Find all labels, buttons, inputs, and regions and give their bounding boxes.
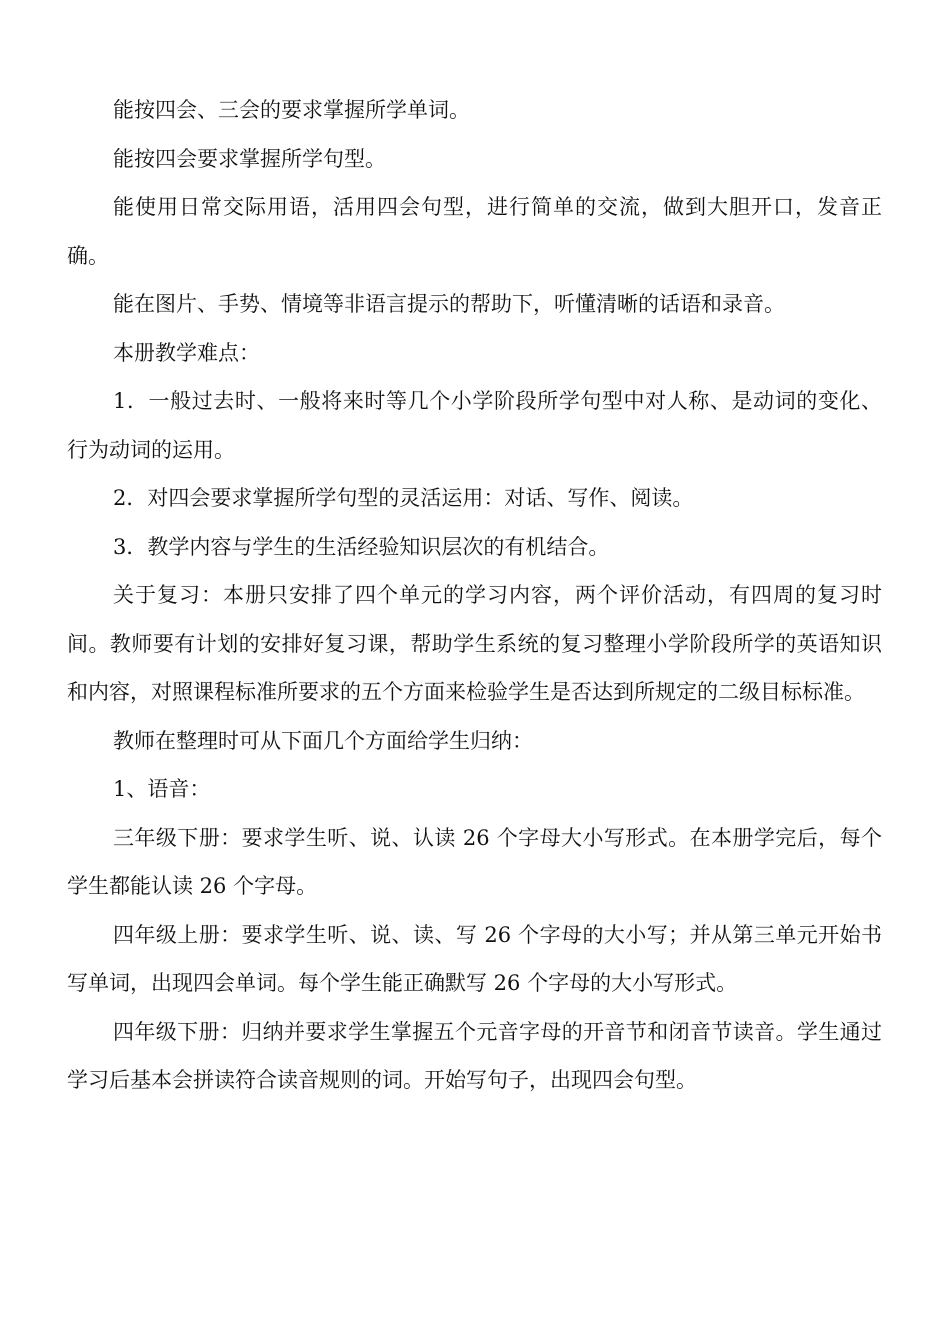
difficulty-item-1: 1．一般过去时、一般将来时等几个小学阶段所学句型中对人称、是动词的变化、行为动词的运用。 bbox=[67, 389, 882, 462]
paragraph-grade3-second-term: 三年级下册：要求学生听、说、认读 26 个字母大小写形式。在本册学完后，每个学生都能认读 26 个字母。 bbox=[67, 825, 882, 898]
paragraph-objective-communication: 能使用日常交际用语，活用四会句型，进行简单的交流，做到大胆开口，发音正确。 bbox=[67, 195, 882, 268]
document-body bbox=[67, 86, 882, 1105]
paragraph-objective-listening: 能在图片、手势、情境等非语言提示的帮助下，听懂清晰的话语和录音。 bbox=[113, 292, 785, 316]
section-heading-difficulties: 本册教学难点： bbox=[113, 340, 260, 365]
paragraph-grade4-second-term: 四年级下册：归纳并要求学生掌握五个元音字母的开音节和闭音节读音。学生通过学习后基本会拼读符合读音规则的词。开始写句子，出现四会句型。 bbox=[67, 1019, 882, 1092]
paragraph-review-intro: 教师在整理时可从下面几个方面给学生归纳： bbox=[113, 728, 533, 753]
paragraph-review: 关于复习：本册只安排了四个单元的学习内容，两个评价活动，有四周的复习时间。教师要有计划的安排好复习课，帮助学生系统的复习整理小学阶段所学的英语知识和内容，对照课程标准所要求的五个方面来检验学生是否达到所规定的二级目标标准。 bbox=[67, 583, 882, 704]
paragraph-objective-sentences: 能按四会要求掌握所学句型。 bbox=[113, 146, 386, 171]
paragraph-grade4-first-term: 四年级上册：要求学生听、说、读、写 26 个字母的大小写；并从第三单元开始书写单词，出现四会单词。每个学生能正确默写 26 个字母的大小写形式。 bbox=[67, 922, 882, 995]
difficulty-item-3: 3．教学内容与学生的生活经验知识层次的有机结合。 bbox=[113, 534, 610, 559]
subheading-phonetics: 1、语音： bbox=[113, 777, 211, 801]
paragraph-objective-vocabulary: 能按四会、三会的要求掌握所学单词。 bbox=[113, 98, 470, 122]
difficulty-item-2: 2．对四会要求掌握所学句型的灵活运用：对话、写作、阅读。 bbox=[113, 486, 694, 510]
